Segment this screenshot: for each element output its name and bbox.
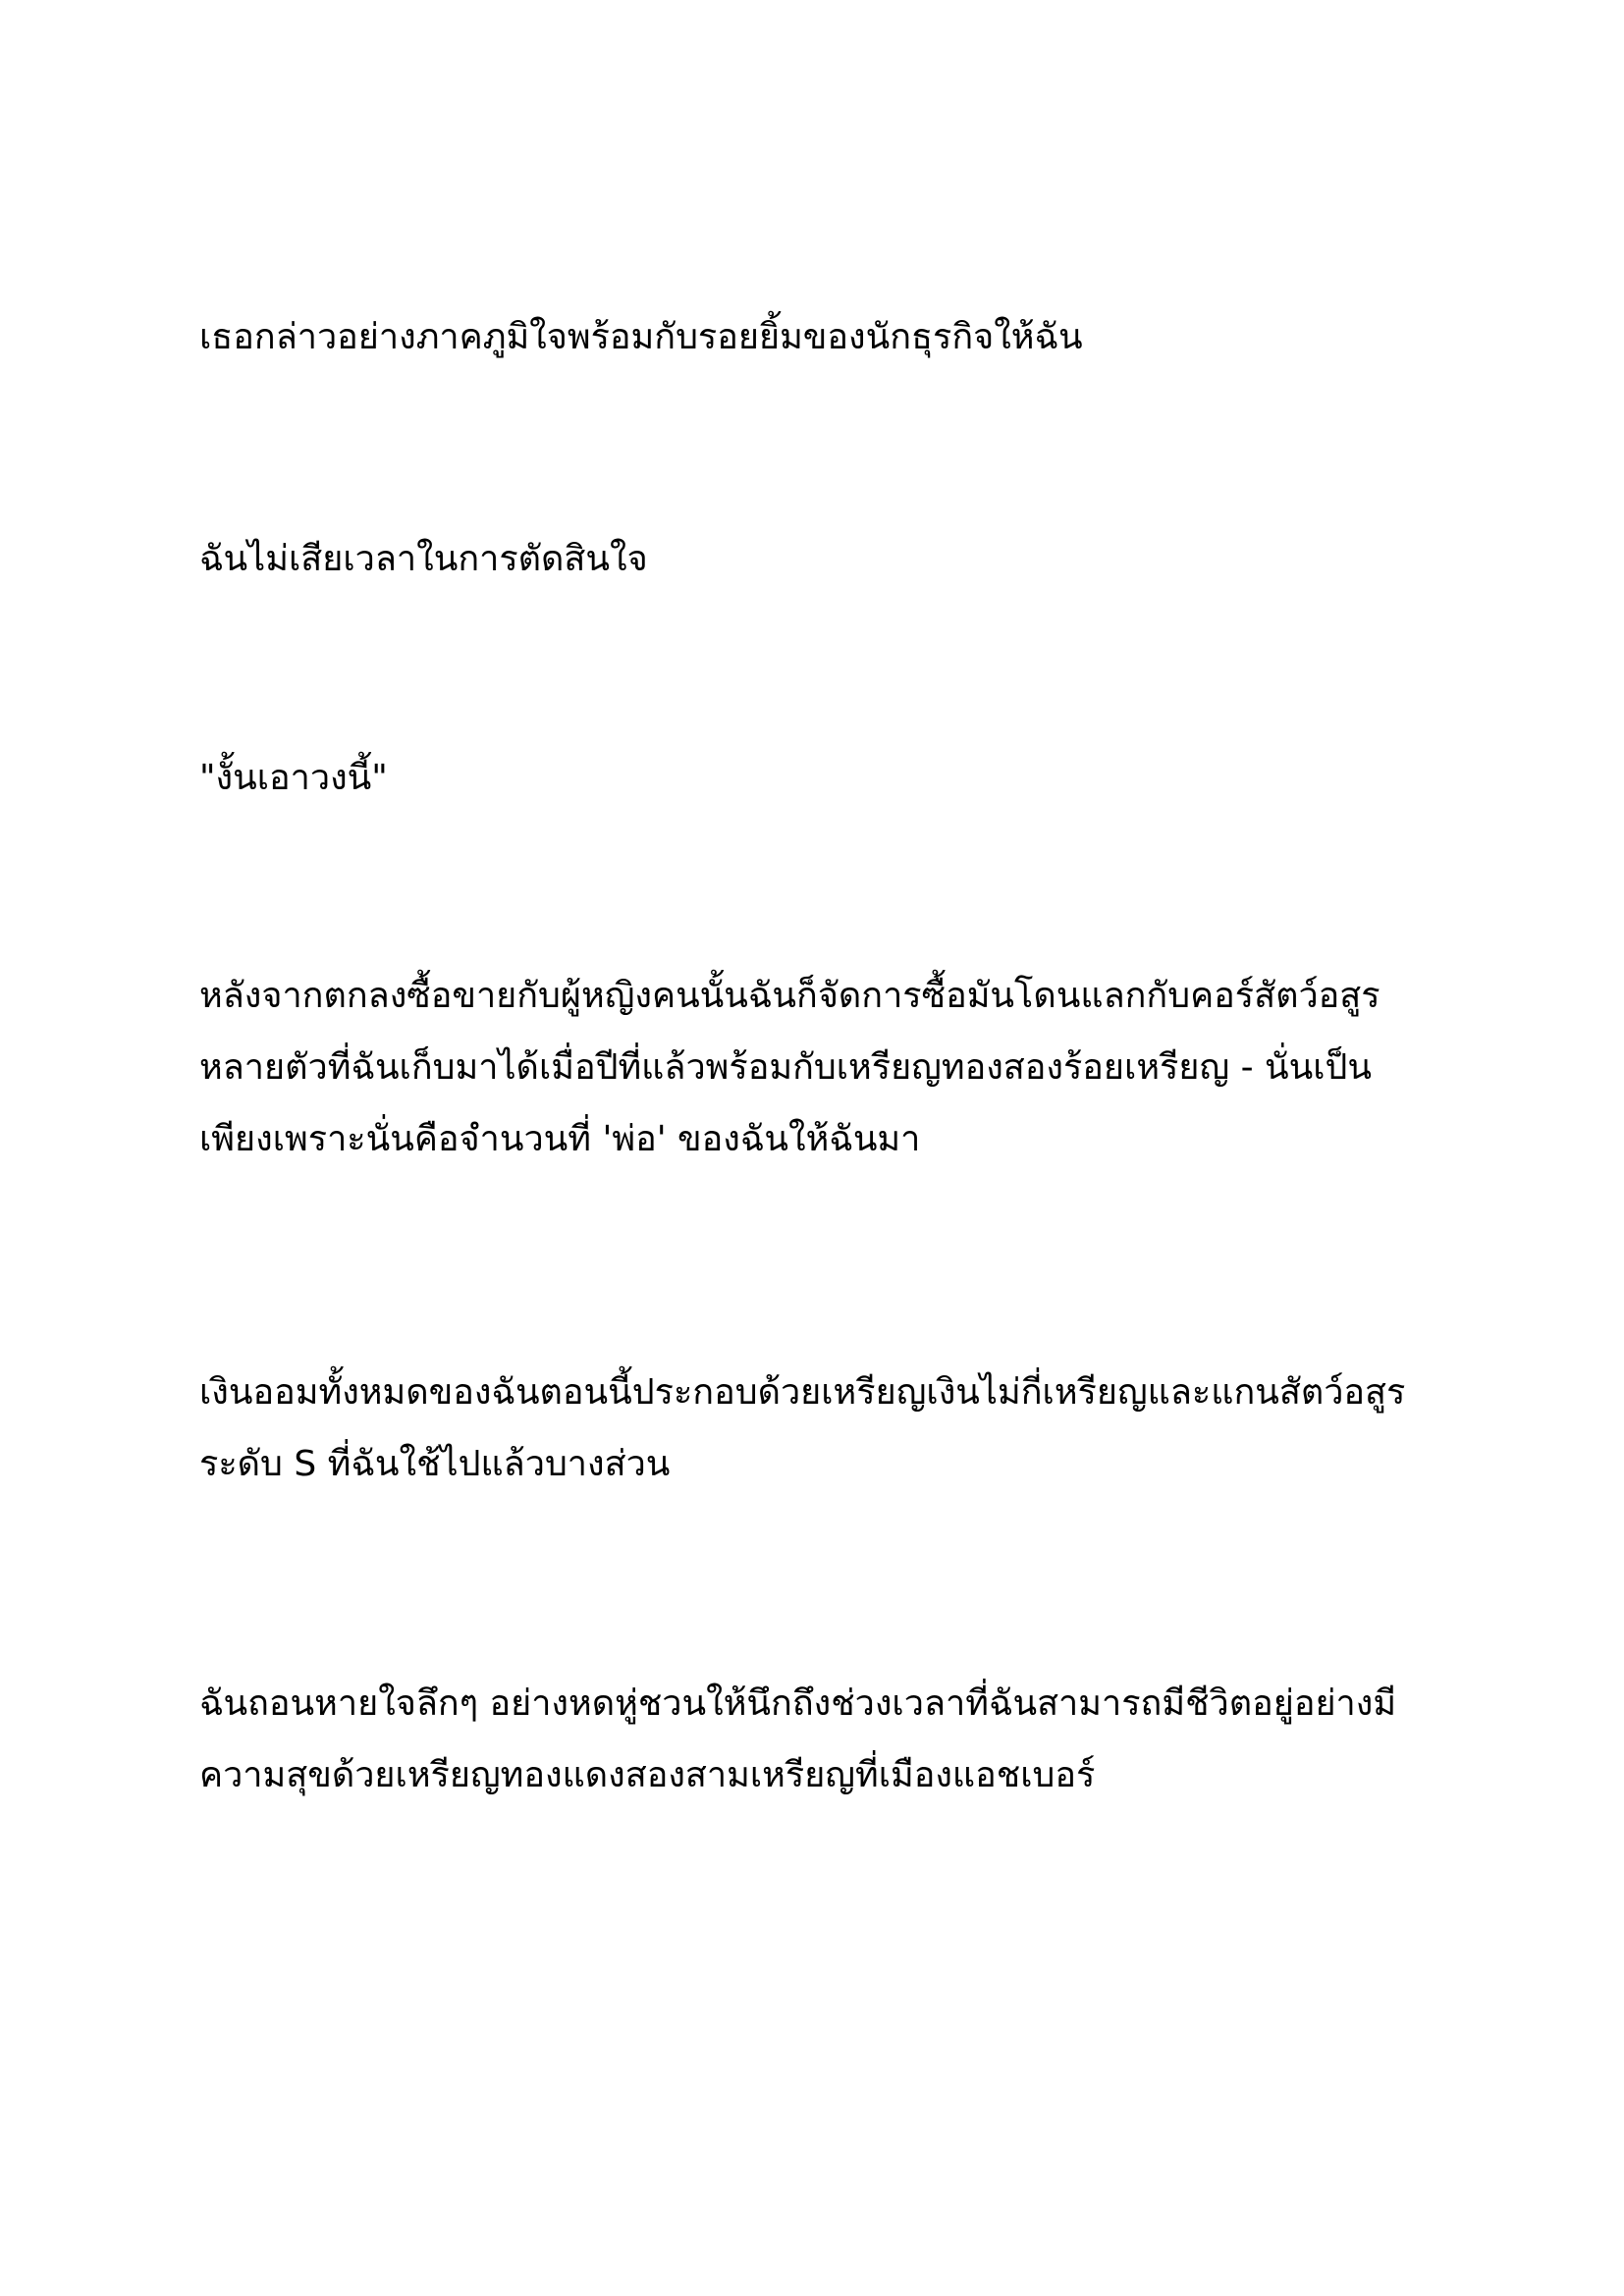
paragraph-line: เพียงเพราะนั่นคือจำนวนที่ 'พ่อ' ของฉันให้ฉันมา	[199, 1119, 921, 1159]
paragraph-6	[199, 1668, 1436, 1811]
paragraph-line: เงินออมทั้งหมดของฉันตอนนี้ประกอบด้วยเหรียญเงินไม่กี่เหรียญและแกนสัตว์อสูร	[199, 1372, 1406, 1413]
paragraph-2	[199, 523, 1436, 595]
paragraph-4	[199, 960, 1436, 1175]
paragraph-line: หลังจากตกลงซื้อขายกับผู้หญิงคนนั้นฉันก็จัดการซื้อมันโดนแลกกับคอร์สัตว์อสูร	[199, 976, 1380, 1016]
paragraph-line: "งั้นเอาวงนี้"	[199, 758, 388, 798]
paragraph-line: เธอกล่าวอย่างภาคภูมิใจพร้อมกับรอยยิ้มของนักธุรกิจให้ฉัน	[199, 317, 1083, 357]
paragraph-5	[199, 1357, 1436, 1500]
paragraph-line: ระดับ S ที่ฉันใช้ไปแล้วบางส่วน	[199, 1444, 671, 1484]
paragraph-line: ฉันถอนหายใจลึกๆ อย่างหดหู่ชวนให้นึกถึงช่วงเวลาที่ฉันสามารถมีชีวิตอยู่อย่างมี	[199, 1683, 1397, 1724]
paragraph-line: ความสุขด้วยเหรียญทองแดงสองสามเหรียญที่เมืองแอชเบอร์	[199, 1755, 1096, 1795]
paragraph-3	[199, 742, 1436, 814]
paragraph-line: หลายตัวที่ฉันเก็บมาได้เมื่อปีที่แล้วพร้อมกับเหรียญทองสองร้อยเหรียญ - นั่นเป็น	[199, 1047, 1373, 1088]
paragraph-line: ฉันไม่เสียเวลาในการตัดสินใจ	[199, 539, 648, 579]
paragraph-1	[199, 301, 1436, 373]
